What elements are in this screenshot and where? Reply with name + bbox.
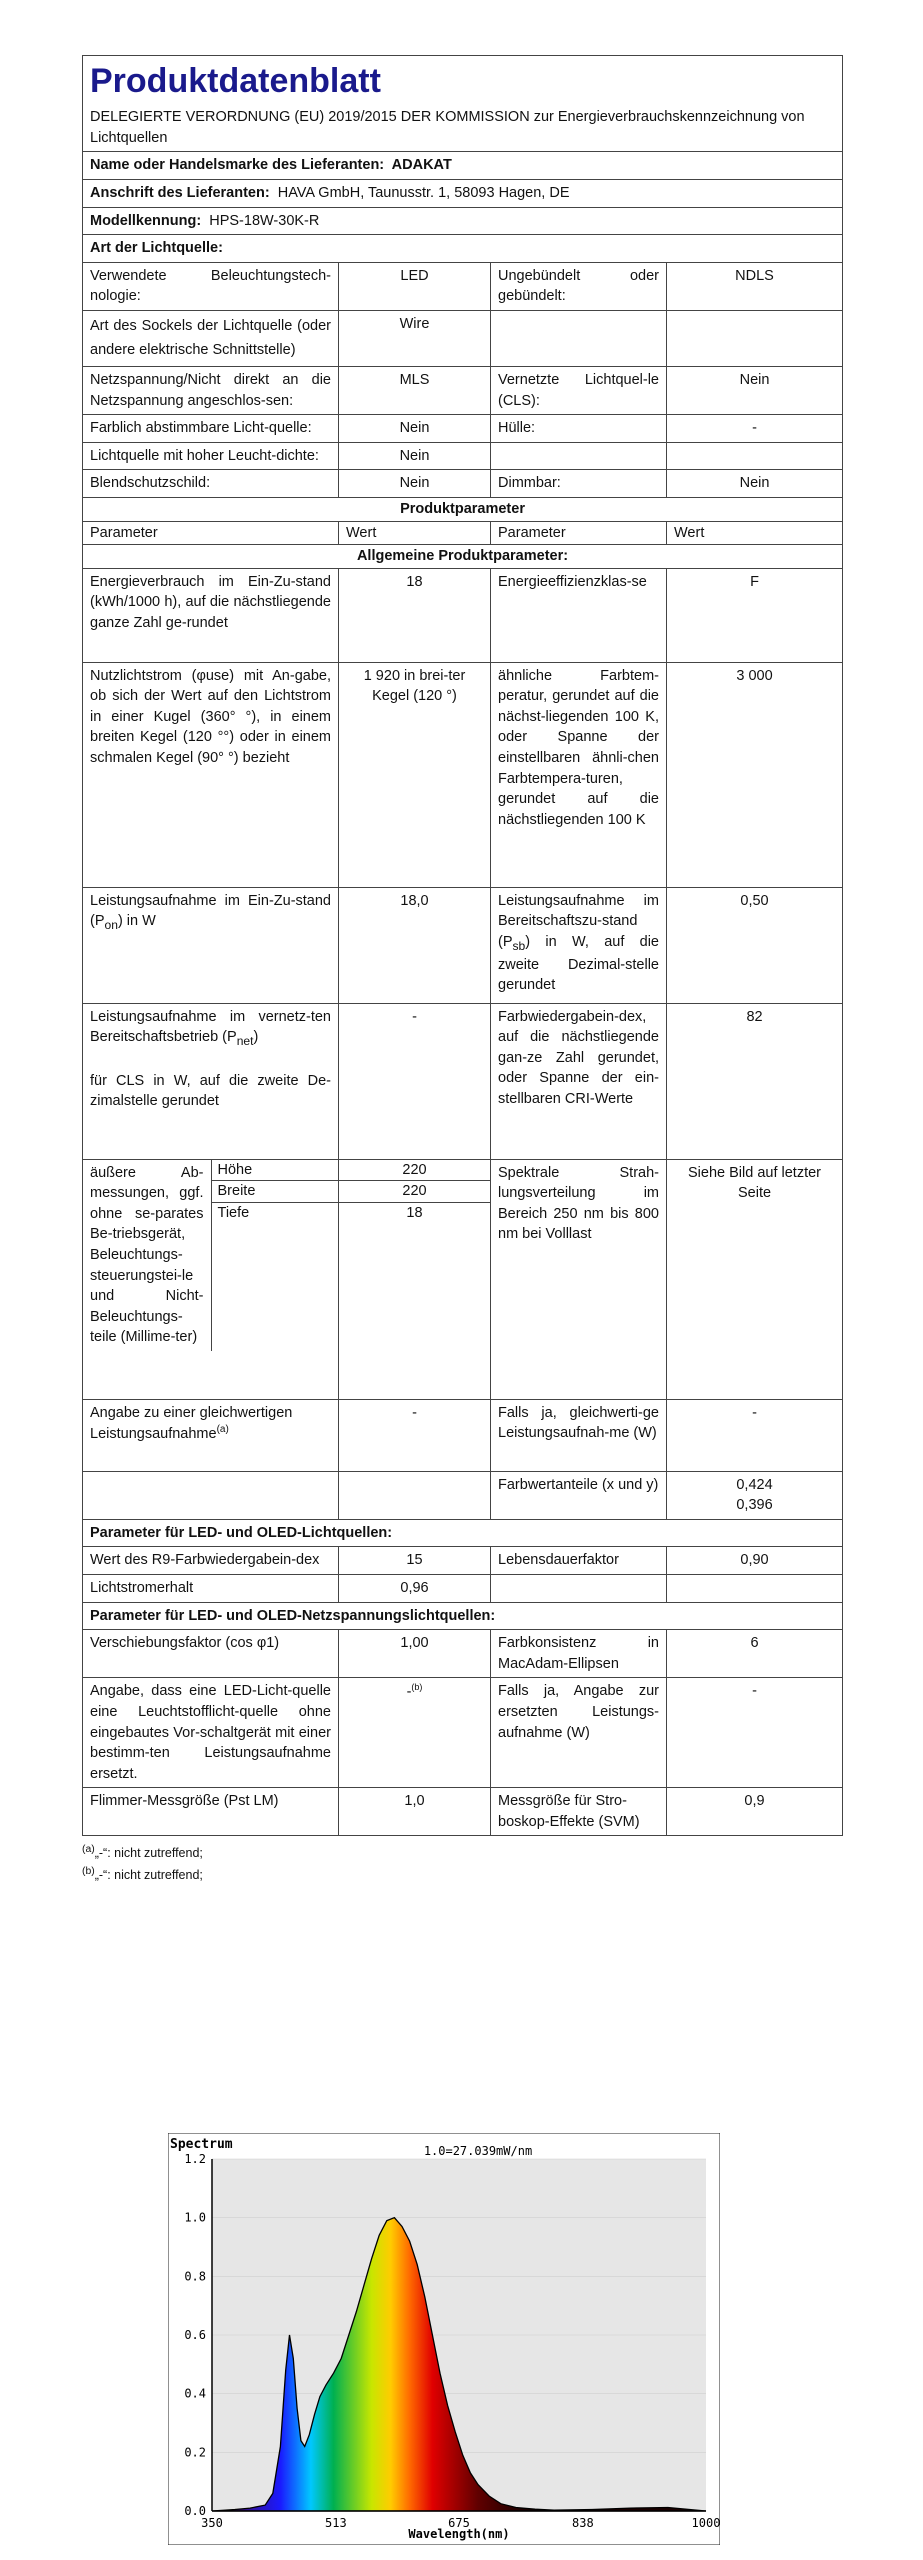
x-tick-label: 838 <box>572 2516 594 2530</box>
param-row <box>83 1575 843 1603</box>
param-row <box>83 1788 843 1836</box>
dim-width-label: Breite <box>211 1181 338 1203</box>
y-tick-label: 0.8 <box>184 2269 206 2284</box>
psb-subscript: sb <box>512 938 526 953</box>
x-tick-label: 1000 <box>691 2516 720 2530</box>
flux-label: Nutzlichtstrom (φuse) mit An-gabe, ob sich der Wert auf den Lichtstrom in einer Kugel (360° °), in einem breiten Kegel (120 °°) oder in einem schmalen Kegel (90° °) bezieht <box>83 662 339 887</box>
param-row <box>83 1678 843 1788</box>
replace2-value: - <box>667 1678 843 1788</box>
type-value: NDLS <box>667 262 843 310</box>
type-value <box>667 310 843 366</box>
pnet-label <box>83 1003 339 1159</box>
type-row <box>83 310 843 366</box>
empty-cell <box>339 1471 491 1519</box>
y-tick-label: 0.2 <box>184 2445 206 2460</box>
title-cell <box>83 56 843 152</box>
general-params-heading: Allgemeine Produktparameter: <box>83 545 843 569</box>
strobo-value: 0,9 <box>667 1788 843 1836</box>
psb-value: 0,50 <box>667 887 843 1003</box>
col-header-value: Wert <box>339 521 491 545</box>
footnote-b <box>82 1864 842 1885</box>
pon-label-text: ) in W <box>117 913 156 930</box>
chart-annotation: 1.0=27.039mW/nm <box>423 2144 533 2158</box>
x-axis-label: Wavelength(nm) <box>408 2527 510 2541</box>
flicker-value: 1,0 <box>339 1788 491 1836</box>
cct-value: 3 000 <box>667 662 843 887</box>
chroma-y: 0,396 <box>736 1497 773 1514</box>
disp-label: Verschiebungsfaktor (cos φ1) <box>83 1630 339 1678</box>
type-label: Art des Sockels der Lichtquelle (oder andere elektrische Schnittstelle) <box>83 310 339 366</box>
life-label: Lebensdauerfaktor <box>491 1547 667 1575</box>
empty-cell <box>491 1575 667 1603</box>
cri-label: Farbwiedergabein-dex, auf die nächstliegende gan-ze Zahl gerundet, oder Spanne der ein-stellbaren CRI-Werte <box>491 1003 667 1159</box>
psb-label <box>491 887 667 1003</box>
life-value: 0,90 <box>667 1547 843 1575</box>
pnet-label-text: ) <box>253 1029 259 1046</box>
page-title: Produktdatenblatt <box>90 62 381 100</box>
footnote-b-text: „-“: nicht zutreffend; <box>94 1867 203 1882</box>
type-row <box>83 367 843 415</box>
eeclass-label: Energieeffizienzklas-se <box>491 568 667 662</box>
footnote-b-mark: (b) <box>82 1865 95 1877</box>
pnet-label-text: für CLS in W, auf die zweite De-zimalstelle gerundet <box>90 1072 331 1110</box>
y-tick-label: 1.0 <box>184 2210 206 2225</box>
equiv-footnote-mark: (a) <box>216 1424 229 1436</box>
dim-height-value: 220 <box>339 1160 490 1181</box>
type-label: Dimmbar: <box>491 470 667 498</box>
empty-cell <box>83 1471 339 1519</box>
macadam-label: Farbkonsistenz in MacAdam-Ellipsen <box>491 1630 667 1678</box>
y-tick-label: 1.2 <box>184 2152 206 2166</box>
replace-value <box>339 1678 491 1788</box>
type-value <box>667 442 843 470</box>
model-row <box>83 207 843 235</box>
address-label: Anschrift des Lieferanten: <box>90 184 270 201</box>
col-header-param: Parameter <box>83 521 339 545</box>
chroma-x: 0,424 <box>736 1476 773 1493</box>
type-label <box>491 442 667 470</box>
param-row <box>83 887 843 1003</box>
address-row <box>83 179 843 207</box>
datasheet-table <box>82 55 843 1836</box>
replace-label: Angabe, dass eine LED-Licht-quelle eine Leuchtstofflicht-quelle ohne eingebautes Vor-schaltgerät mit einer bestimm-ten Leistungsaufnahme ersetzt. <box>83 1678 339 1788</box>
spectral-label: Spektrale Strah-lungsverteilung im Bereich 250 nm bis 800 nm bei Volllast <box>491 1159 667 1399</box>
type-value: Wire <box>339 310 491 366</box>
pon-label <box>83 887 339 1003</box>
type-label: Vernetzte Lichtquel-le (CLS): <box>491 367 667 415</box>
mls-params-heading: Parameter für LED- und OLED-Netzspannungslichtquellen: <box>83 1602 843 1630</box>
dim-depth-value: 18 <box>406 1204 423 1221</box>
flux-value: 1 920 in brei-ter Kegel (120 °) <box>339 662 491 887</box>
col-header-param: Parameter <box>491 521 667 545</box>
model-value: HPS-18W-30K-R <box>209 212 320 229</box>
type-label: Lichtquelle mit hoher Leucht-dichte: <box>83 442 339 470</box>
address-value: HAVA GmbH, Taunusstr. 1, 58093 Hagen, DE <box>277 184 570 201</box>
type-value: Nein <box>339 415 491 443</box>
type-value: MLS <box>339 367 491 415</box>
chart-title: Spectrum <box>170 2137 233 2152</box>
chroma-value <box>667 1471 843 1519</box>
psb-label-text: ) in W, auf die zweite Dezimal-stelle gerundet <box>498 933 659 994</box>
led-params-heading: Parameter für LED- und OLED-Lichtquellen: <box>83 1519 843 1547</box>
dimensions-values <box>339 1160 490 1224</box>
energy-value: 18 <box>339 568 491 662</box>
pon-label-text: Leistungsaufnahme im Ein-Zu-stand (P <box>90 892 331 930</box>
dimensions-label: äußere Ab-messungen, ggf. ohne se-parates Be-triebsgerät, Beleuchtungs-steuerungstei-le und Nicht-Beleuchtungs-teile (Millime-ter) <box>83 1160 211 1351</box>
type-row <box>83 442 843 470</box>
equiv-label-text: Angabe zu einer gleichwertigen Leistungsaufnahme <box>90 1404 293 1443</box>
col-header-value: Wert <box>667 521 843 545</box>
y-tick-label: 0.6 <box>184 2328 206 2342</box>
equiv2-value: - <box>667 1399 843 1471</box>
regulation-subtitle: DELEGIERTE VERORDNUNG (EU) 2019/2015 DER KOMMISSION zur Energieverbrauchskennzeichnung von Lichtquellen <box>90 109 805 146</box>
chroma-label: Farbwertanteile (x und y) <box>491 1471 667 1519</box>
pnet-subscript: net <box>236 1034 254 1049</box>
footnote-a-text: „-“: nicht zutreffend; <box>94 1846 203 1861</box>
y-tick-label: 0.0 <box>184 2504 206 2518</box>
param-row <box>83 1399 843 1471</box>
maint-value: 0,96 <box>339 1575 491 1603</box>
empty-cell <box>667 1575 843 1603</box>
macadam-value: 6 <box>667 1630 843 1678</box>
r9-label: Wert des R9-Farbwiedergabein-dex <box>83 1547 339 1575</box>
type-value: LED <box>339 262 491 310</box>
type-row <box>83 415 843 443</box>
type-value: Nein <box>667 470 843 498</box>
type-row <box>83 470 843 498</box>
type-label: Verwendete Beleuchtungstech-nologie: <box>83 262 339 310</box>
pnet-value: - <box>339 1003 491 1159</box>
param-row <box>83 1630 843 1678</box>
dimensions-values-cell <box>339 1159 491 1399</box>
y-tick-label: 0.4 <box>184 2386 206 2401</box>
pnet-label-text: Leistungsaufnahme im vernetz-ten Bereitschaftsbetrieb (P <box>90 1008 331 1046</box>
param-row <box>83 1003 843 1159</box>
r9-value: 15 <box>339 1547 491 1575</box>
dim-width-value: 220 <box>339 1181 490 1203</box>
replace2-label: Falls ja, Angabe zur ersetzten Leistungs-aufnahme (W) <box>491 1678 667 1788</box>
type-label <box>491 310 667 366</box>
model-label: Modellkennung: <box>90 212 202 229</box>
psb-label-text: Leistungsaufnahme im Bereitschaftszu-stand (P <box>498 892 659 950</box>
type-value: Nein <box>667 367 843 415</box>
pon-subscript: on <box>104 918 118 933</box>
datasheet <box>82 55 842 1885</box>
pon-value: 18,0 <box>339 887 491 1003</box>
param-row <box>83 1471 843 1519</box>
footnote-a <box>82 1842 842 1863</box>
equiv-value: - <box>339 1399 491 1471</box>
params-header-row <box>83 521 843 545</box>
cct-label: ähnliche Farbtem-peratur, gerundet auf die nächst-liegenden 100 K, oder Spanne der einstellbaren ähnli-chen Farbtempera-turen, gerundet auf die nächstliegenden 100 K <box>491 662 667 887</box>
source-type-heading: Art der Lichtquelle: <box>83 235 843 263</box>
strobo-label: Messgröße für Stro-boskop-Effekte (SVM) <box>491 1788 667 1836</box>
type-value: Nein <box>339 442 491 470</box>
supplier-label: Name oder Handelsmarke des Lieferanten: <box>90 157 385 174</box>
type-label: Blendschutzschild: <box>83 470 339 498</box>
flicker-label: Flimmer-Messgröße (Pst LM) <box>83 1788 339 1836</box>
type-row <box>83 262 843 310</box>
disp-value: 1,00 <box>339 1630 491 1678</box>
type-label: Netzspannung/Nicht direkt an die Netzspannung angeschlos-sen: <box>83 367 339 415</box>
x-tick-label: 350 <box>201 2516 223 2530</box>
type-value: Nein <box>339 470 491 498</box>
maint-label: Lichtstromerhalt <box>83 1575 339 1603</box>
product-params-heading: Produktparameter <box>83 497 843 521</box>
equiv-label <box>83 1399 339 1471</box>
supplier-row <box>83 152 843 180</box>
supplier-value: ADAKAT <box>391 157 452 174</box>
footnotes <box>82 1842 842 1884</box>
param-row <box>83 1159 843 1399</box>
energy-label: Energieverbrauch im Ein-Zu-stand (kWh/1000 h), auf die nächstliegende ganze Zahl ge-rundet <box>83 568 339 662</box>
type-label: Hülle: <box>491 415 667 443</box>
type-label: Ungebündelt oder gebündelt: <box>491 262 667 310</box>
equiv2-label: Falls ja, gleichwerti-ge Leistungsaufnah-me (W) <box>491 1399 667 1471</box>
footnote-a-mark: (a) <box>82 1844 95 1856</box>
param-row <box>83 1547 843 1575</box>
spectral-value: Siehe Bild auf letzter Seite <box>667 1159 843 1399</box>
dimensions-cell <box>83 1159 339 1399</box>
dimensions-table <box>83 1160 338 1351</box>
spectrum-chart <box>168 2133 720 2545</box>
dim-height-label: Höhe <box>211 1160 338 1181</box>
replace-value-text: - <box>406 1684 412 1701</box>
x-tick-label: 513 <box>325 2516 347 2530</box>
type-value: - <box>667 415 843 443</box>
param-row <box>83 662 843 887</box>
type-label: Farblich abstimmbare Licht-quelle: <box>83 415 339 443</box>
dim-depth-label: Tiefe <box>211 1202 338 1351</box>
replace-footnote-mark: (b) <box>411 1682 423 1693</box>
eeclass-value: F <box>667 568 843 662</box>
x-tick-label: 675 <box>448 2516 470 2530</box>
cri-value: 82 <box>667 1003 843 1159</box>
param-row <box>83 568 843 662</box>
